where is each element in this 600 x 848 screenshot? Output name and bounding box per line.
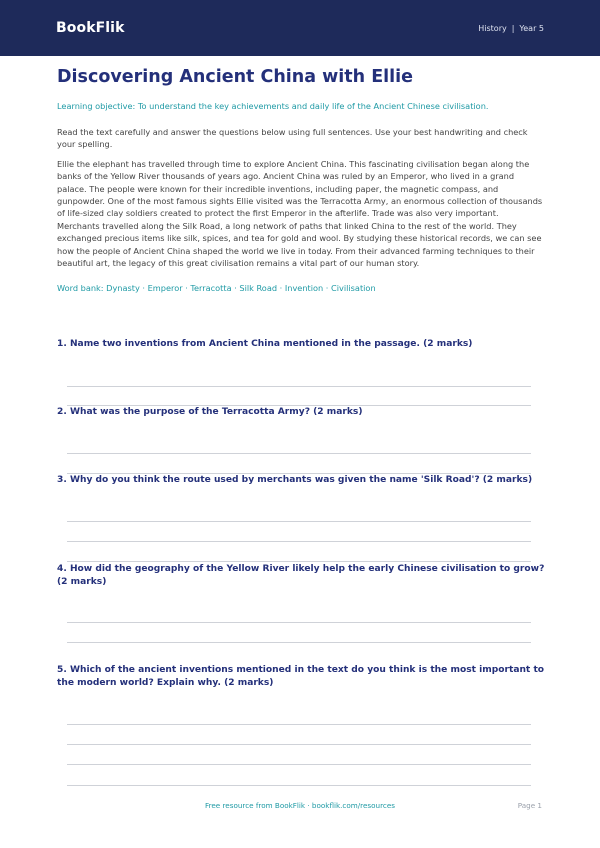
answer-line[interactable]: [67, 785, 531, 786]
word-bank: Word bank: Dynasty · Emperor · Terracotta · Silk Road · Invention · Civilisation: [57, 283, 376, 294]
answer-line[interactable]: [67, 622, 531, 623]
reading-passage: Ellie the elephant has travelled through time to explore Ancient China. This fascinating civilisation began along the banks of the Yellow River thousands of years ago. Ancient China was ruled by an Emperor, who lived in a grand palace. The people were known for their incredible inventions, including paper, the magnetic compass, and gunpowder. One of the most famous sights Ellie visited was the Terracotta Army, an enormous collection of thousands of life-sized clay soldiers created to protect the first Emperor in the afterlife. Trade was also very important. Merchants travelled along the Silk Road, a long network of paths that linked China to the rest of the world. They exchanged precious items like silk, spices, and tea for gold and wool. By studying these historical records, we can see how the people of Ancient China shaped the world we live in today. From their advanced farming techniques to their beautiful art, the legacy of this great civilisation remains a vital part of our human story.: [57, 158, 543, 269]
question-1: 1. Name two inventions from Ancient China mentioned in the passage. (2 marks): [57, 339, 473, 349]
answer-line[interactable]: [67, 642, 531, 643]
question-3: 3. Why do you think the route used by merchants was given the name 'Silk Road'? (2 marks): [57, 475, 533, 485]
page-title: Discovering Ancient China with Ellie: [57, 67, 414, 87]
year-label: Year 5: [519, 23, 544, 33]
footer: [0, 801, 600, 815]
worksheet-content: [57, 66, 543, 294]
question-5: 5. Which of the ancient inventions mentioned in the text do you think is the most important to the modern world? Explain why. (2 marks): [57, 665, 545, 688]
subject-label: History: [478, 23, 507, 33]
footer-link[interactable]: Free resource from BookFlik · bookflik.com/resources: [204, 801, 396, 810]
answer-line[interactable]: [67, 453, 531, 454]
brand-logo: BookFlik: [56, 20, 125, 36]
answer-line[interactable]: [67, 541, 531, 542]
answer-line[interactable]: [67, 386, 531, 387]
subject-year-label: [478, 24, 544, 33]
header-bar: [0, 0, 600, 56]
answer-line[interactable]: [67, 764, 531, 765]
answer-line[interactable]: [67, 744, 531, 745]
learning-objective: Learning objective: To understand the key achievements and daily life of the Ancient Chinese civilisation.: [57, 101, 489, 111]
instructions: Read the text carefully and answer the questions below using full sentences. Use your best handwriting and check your spelling.: [57, 127, 528, 150]
answer-line[interactable]: [67, 521, 531, 522]
header-separator: |: [511, 23, 515, 33]
question-2: 2. What was the purpose of the Terracotta Army? (2 marks): [57, 407, 363, 417]
answer-line[interactable]: [67, 561, 531, 562]
question-4: 4. How did the geography of the Yellow River likely help the early Chinese civilisation to grow? (2 marks): [57, 564, 545, 587]
answer-line[interactable]: [67, 724, 531, 725]
page-number: Page 1: [517, 801, 542, 810]
